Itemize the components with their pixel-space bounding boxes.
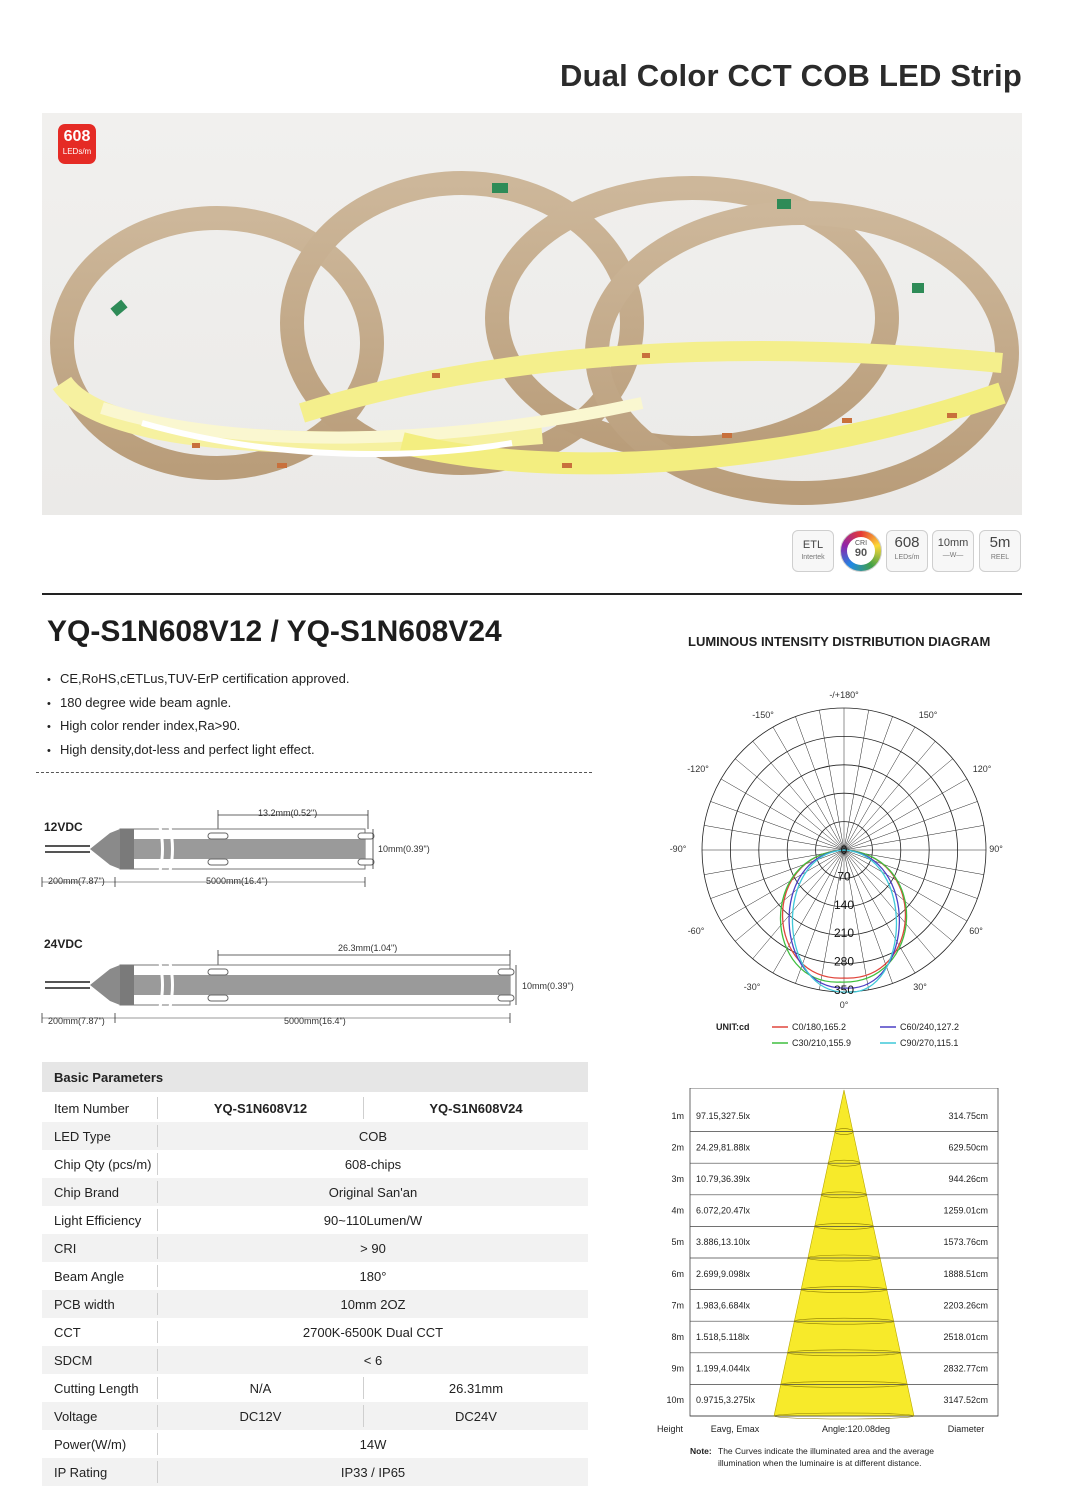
width-value: 10mm — [937, 537, 969, 549]
param-key: Item Number — [54, 1101, 130, 1116]
drawing-24v-width: 10mm(0.39") — [522, 981, 574, 991]
width-icon — [932, 530, 974, 572]
beam-height: 8m — [671, 1332, 684, 1342]
param-value-12v: N/A — [249, 1381, 272, 1396]
width-unit: —W— — [942, 552, 964, 559]
badge-unit: LEDs/m — [62, 147, 92, 156]
polar-radial-label: 280 — [833, 954, 855, 969]
legend-label: C30/210,155.9 — [792, 1038, 852, 1048]
params-title: Basic Parameters — [54, 1070, 164, 1085]
legend-label: C60/240,127.2 — [900, 1022, 960, 1032]
model-title: YQ-S1N608V12 / YQ-S1N608V24 — [47, 615, 502, 648]
feature-item: • 180 degree wide beam agnle. — [47, 692, 350, 716]
polar-angle-label: 30° — [913, 982, 927, 992]
param-row — [42, 1094, 588, 1122]
polar-spoke — [753, 850, 844, 959]
drawing-24v-pitch: 26.3mm(1.04") — [338, 943, 398, 953]
polar-angle-label: -30° — [743, 982, 761, 992]
cri-value: 90 — [854, 547, 868, 559]
param-key: CRI — [54, 1241, 77, 1256]
polar-unit: UNIT:cd — [716, 1022, 750, 1032]
beam-diameter: 629.50cm — [948, 1142, 988, 1153]
param-value: 14W — [359, 1437, 387, 1452]
beam-eavg: 97.15,327.5lx — [696, 1110, 751, 1121]
polar-radial-label: 210 — [833, 926, 855, 941]
beam-diameter: 944.26cm — [948, 1174, 988, 1184]
beam-diameter: 3147.52cm — [943, 1395, 988, 1406]
etl-sub: Intertek — [801, 554, 825, 561]
beam-eavg: 1.983,6.684lx — [696, 1300, 751, 1311]
param-value: < 6 — [363, 1353, 383, 1368]
param-key: Voltage — [54, 1409, 98, 1424]
polar-radial-label: 0 — [840, 843, 848, 857]
beam-height: 7m — [671, 1300, 684, 1311]
etl-cert-icon — [792, 530, 834, 572]
polar-angle-label: 150° — [918, 710, 938, 720]
drawing-12v-width: 10mm(0.39") — [378, 844, 430, 854]
polar-spoke — [844, 850, 935, 959]
param-value: 90~110Lumen/W — [323, 1213, 423, 1228]
led-strip-illustration — [42, 113, 1022, 515]
param-key: CCT — [54, 1325, 81, 1340]
beam-note-line1: The Curves indicate the illuminated area and the average — [718, 1446, 934, 1456]
param-row — [42, 1374, 588, 1402]
polar-spoke — [735, 759, 844, 850]
beam-eavg: 1.199,4.044lx — [696, 1363, 751, 1374]
beam-eavg: 10.79,36.39lx — [696, 1174, 751, 1184]
param-row — [42, 1262, 588, 1290]
legend-label: C90/270,115.1 — [900, 1038, 959, 1048]
polar-radial-label: 350 — [833, 983, 855, 997]
beam-height: 9m — [671, 1363, 684, 1374]
beam-footer-diameter: Diameter — [947, 1424, 985, 1434]
param-row — [42, 1234, 588, 1262]
beam-height: 4m — [671, 1205, 684, 1216]
param-value: 10mm 2OZ — [340, 1297, 406, 1312]
param-key: Chip Qty (pcs/m) — [54, 1157, 152, 1172]
feature-item: • High density,dot-less and perfect light effect. — [47, 739, 350, 763]
beam-note-line2: illumination when the luminaire is at different distance. — [718, 1458, 922, 1468]
param-row — [42, 1346, 588, 1374]
drawing-24v-label: 24VDC — [44, 937, 83, 951]
beam-diameter: 1888.51cm — [943, 1268, 988, 1279]
cri-icon — [840, 530, 882, 572]
param-row — [42, 1318, 588, 1346]
param-value: 180° — [359, 1269, 387, 1284]
drawing-12v-label: 12VDC — [44, 820, 83, 834]
param-value-24v: YQ-S1N608V24 — [429, 1101, 523, 1116]
param-value: 2700K-6500K Dual CCT — [302, 1325, 444, 1340]
beam-eavg: 24.29,81.88lx — [696, 1142, 751, 1153]
polar-angle-label: 0° — [839, 1000, 849, 1010]
param-row — [42, 1290, 588, 1318]
polar-angle-label: 120° — [972, 764, 992, 774]
polar-angle-label: -/+180° — [829, 690, 859, 700]
polar-spoke — [753, 741, 844, 850]
param-key: PCB width — [54, 1297, 115, 1312]
param-key: Cutting Length — [54, 1381, 139, 1396]
param-value: Original San'an — [328, 1185, 418, 1200]
polar-diagram-title: LUMINOUS INTENSITY DISTRIBUTION DIAGRAM — [688, 634, 991, 649]
beam-diameter: 2832.77cm — [943, 1363, 988, 1374]
drawing-12v-lead: 200mm(7.87") — [48, 876, 105, 886]
param-value-24v: DC24V — [455, 1409, 497, 1424]
beam-note-label: Note: — [690, 1446, 712, 1456]
page-title: Dual Color CCT COB LED Strip — [560, 58, 1022, 93]
polar-spoke — [844, 759, 953, 850]
drawing-12v-length: 5000mm(16.4") — [206, 876, 268, 886]
polar-angle-label: -60° — [687, 926, 705, 936]
param-key: Chip Brand — [54, 1185, 120, 1200]
polar-angle-label: 60° — [969, 926, 983, 936]
drawing-12v-pitch: 13.2mm(0.52") — [258, 808, 318, 818]
param-value-12v: YQ-S1N608V12 — [213, 1101, 308, 1116]
reel-icon — [979, 530, 1021, 572]
param-row — [42, 1430, 588, 1458]
product-photo — [42, 113, 1022, 515]
badge-number: 608 — [63, 128, 91, 145]
leds-count-icon — [886, 530, 928, 572]
beam-height: 10m — [666, 1395, 684, 1406]
section-divider — [42, 593, 1022, 595]
polar-angle-label: -120° — [687, 764, 709, 774]
param-value: > 90 — [360, 1241, 386, 1256]
reel-value: 5m — [989, 534, 1011, 551]
beam-height: 5m — [671, 1237, 684, 1248]
polar-radial-label: 70 — [837, 869, 851, 884]
beam-eavg: 1.518,5.118lx — [696, 1332, 750, 1342]
legend-label: C0/180,165.2 — [792, 1022, 847, 1032]
param-row — [42, 1206, 588, 1234]
beam-footer-angle: Angle:120.08deg — [821, 1424, 891, 1434]
param-row — [42, 1150, 588, 1178]
polar-diagram — [668, 690, 1028, 1060]
param-row — [42, 1178, 588, 1206]
beam-diameter: 2203.26cm — [943, 1300, 988, 1311]
polar-angle-label: -150° — [752, 710, 774, 720]
param-key: LED Type — [54, 1129, 111, 1144]
reel-unit: REEL — [990, 554, 1010, 561]
params-header — [42, 1062, 588, 1092]
polar-radial-label: 140 — [833, 897, 855, 912]
param-value-24v: 26.31mm — [448, 1381, 504, 1396]
polar-angle-label: -90° — [669, 844, 687, 854]
beam-eavg: 2.699,9.098lx — [696, 1268, 751, 1279]
param-key: Beam Angle — [54, 1269, 125, 1284]
param-value: IP33 / IP65 — [340, 1465, 406, 1480]
param-value-12v: DC12V — [239, 1409, 282, 1424]
beam-height: 6m — [671, 1268, 684, 1279]
polar-spoke — [844, 741, 935, 850]
drawing-24v-length: 5000mm(16.4") — [284, 1016, 346, 1026]
leds-unit: LEDs/m — [894, 554, 920, 561]
beam-diameter: 314.75cm — [948, 1110, 988, 1121]
beam-height: 1m — [671, 1110, 684, 1121]
beam-diameter: 2518.01cm — [943, 1332, 988, 1342]
beam-footer-height: Height — [656, 1424, 684, 1434]
beam-height: 3m — [671, 1174, 684, 1184]
feature-item: • High color render index,Ra>90. — [47, 715, 350, 739]
beam-diameter: 1259.01cm — [943, 1205, 988, 1216]
param-value: 608-chips — [344, 1157, 402, 1172]
param-key: SDCM — [54, 1353, 93, 1368]
param-key: IP Rating — [54, 1465, 108, 1480]
leds-value: 608 — [894, 534, 920, 551]
param-key: Light Efficiency — [54, 1213, 142, 1228]
param-row — [42, 1122, 588, 1150]
dashed-divider — [36, 772, 592, 773]
beam-footer-eavg: Eavg, Emax — [710, 1424, 760, 1434]
beam-height: 2m — [671, 1142, 684, 1153]
cri-label: CRI — [854, 540, 868, 547]
beam-eavg: 6.072,20.47lx — [696, 1205, 751, 1216]
drawing-24v-lead: 200mm(7.87") — [48, 1016, 105, 1026]
param-row — [42, 1402, 588, 1430]
feature-item: • CE,RoHS,cETLus,TUV-ErP certification approved. — [47, 668, 350, 692]
param-row — [42, 1458, 588, 1486]
beam-diagram — [650, 1088, 1020, 1498]
param-key: Power(W/m) — [54, 1437, 127, 1452]
polar-angle-label: 90° — [989, 844, 1003, 854]
beam-eavg: 3.886,13.10lx — [696, 1237, 751, 1248]
leds-per-meter-badge — [58, 124, 96, 164]
polar-spoke — [844, 850, 953, 941]
param-value: COB — [358, 1129, 388, 1144]
etl-label: ETL — [802, 539, 824, 551]
beam-eavg: 0.9715,3.275lx — [696, 1395, 756, 1406]
beam-diameter: 1573.76cm — [943, 1237, 988, 1248]
feature-list — [47, 668, 350, 762]
